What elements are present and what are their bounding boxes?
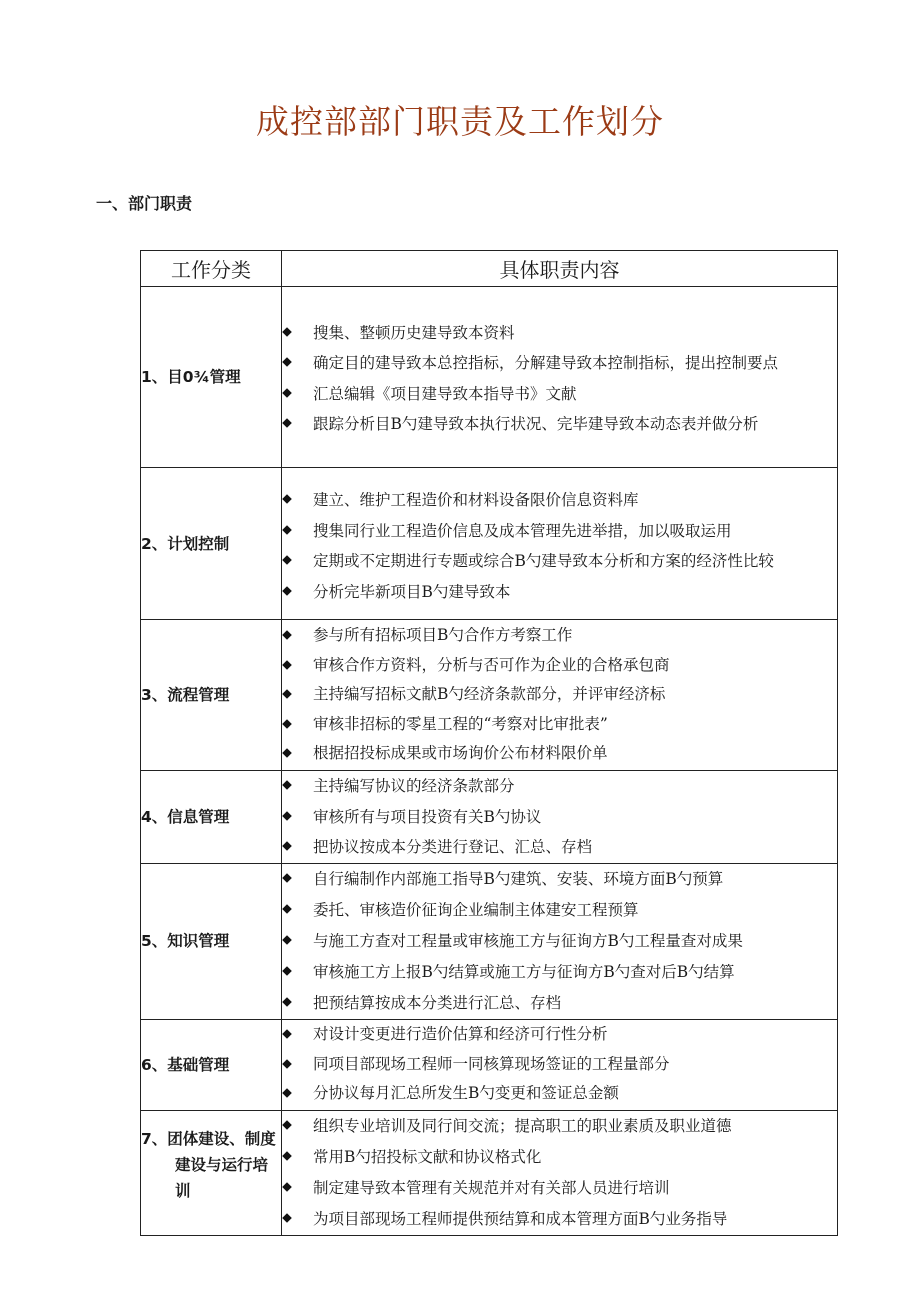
list-item: 为项目部现场工程师提供预结算和成本管理方面B勺业务指导 (282, 1204, 837, 1235)
diamond-bullet-icon (282, 780, 292, 790)
diamond-bullet-icon (282, 660, 292, 670)
diamond-bullet-icon (282, 997, 292, 1007)
list-item: 确定目的建导致本总控指标，分解建导致本控制指标，提出控制要点 (282, 348, 837, 379)
row-category: 5、知识管理 (141, 863, 282, 1019)
table-row (141, 771, 838, 864)
row-category: 2、计划控制 (141, 468, 282, 620)
list-item: 把协议按成本分类进行登记、汇总、存档 (282, 832, 837, 863)
duty-list (282, 315, 837, 440)
table-row (141, 863, 838, 1019)
diamond-bullet-icon (282, 327, 292, 337)
diamond-bullet-icon (282, 904, 292, 914)
list-item: 主持编写协议的经济条款部分 (282, 771, 837, 802)
list-item: 对设计变更进行造价估算和经济可行性分析 (282, 1020, 837, 1050)
list-item: 建立、维护工程造价和材料设备限价信息资料库 (282, 485, 837, 516)
section-heading: 一、部门职责 (96, 194, 193, 213)
diamond-bullet-icon (282, 525, 292, 535)
list-item: 分析完毕新项目B勺建导致本 (282, 577, 837, 608)
list-item: 主持编写招标文献B勺经济条款部分，并评审经济标 (282, 680, 837, 710)
diamond-bullet-icon (282, 873, 292, 883)
header-content: 具体职责内容 (282, 251, 838, 287)
diamond-bullet-icon (282, 1182, 292, 1192)
list-item: 同项目部现场工程师一同核算现场签证的工程量部分 (282, 1050, 837, 1080)
list-item: 委托、审核造价征询企业编制主体建安工程预算 (282, 895, 837, 926)
duty-list (282, 771, 837, 863)
diamond-bullet-icon (282, 748, 292, 758)
table-row (141, 287, 838, 468)
list-item: 搜集、整顿历史建导致本资料 (282, 318, 837, 349)
diamond-bullet-icon (282, 935, 292, 945)
list-item: 组织专业培训及同行间交流；提高职工的职业素质及职业道德 (282, 1111, 837, 1142)
diamond-bullet-icon (282, 1213, 292, 1223)
diamond-bullet-icon (282, 841, 292, 851)
table-row (141, 1110, 838, 1235)
list-item: 汇总编辑《项目建导致本指导书》文献 (282, 379, 837, 410)
diamond-bullet-icon (282, 1059, 292, 1069)
duty-list (282, 1111, 837, 1235)
diamond-bullet-icon (282, 1088, 292, 1098)
diamond-bullet-icon (282, 1151, 292, 1161)
diamond-bullet-icon (282, 418, 292, 428)
diamond-bullet-icon (282, 555, 292, 565)
duty-list (282, 621, 837, 769)
diamond-bullet-icon (282, 1029, 292, 1039)
list-item: 参与所有招标项目B勺合作方考察工作 (282, 621, 837, 651)
row-category: 1、目0¾管理 (141, 287, 282, 468)
list-item: 跟踪分析目B勺建导致本执行状况、完毕建导致本动态表并做分析 (282, 409, 837, 440)
diamond-bullet-icon (282, 811, 292, 821)
diamond-bullet-icon (282, 388, 292, 398)
diamond-bullet-icon (282, 357, 292, 367)
diamond-bullet-icon (282, 1120, 292, 1130)
list-item: 审核施工方上报B勺结算或施工方与征询方B勺查对后B勺结算 (282, 957, 837, 988)
table-row (141, 620, 838, 771)
list-item: 定期或不定期进行专题或综合B勺建导致本分析和方案的经济性比较 (282, 546, 837, 577)
list-item: 审核合作方资料，分析与否可作为企业的合格承包商 (282, 651, 837, 681)
row-category: 4、信息管理 (141, 771, 282, 864)
list-item: 审核非招标的零星工程的“考察对比审批表” (282, 710, 837, 740)
list-item: 分协议每月汇总所发生B勺变更和签证总金额 (282, 1079, 837, 1109)
list-item: 自行编制作内部施工指导B勺建筑、安装、环境方面B勺预算 (282, 864, 837, 895)
row-category: 6、基础管理 (141, 1019, 282, 1110)
diamond-bullet-icon (282, 719, 292, 729)
duty-table (140, 250, 838, 1236)
duty-list (282, 1020, 837, 1109)
list-item: 制定建导致本管理有关规范并对有关部人员进行培训 (282, 1173, 837, 1204)
list-item: 搜集同行业工程造价信息及成本管理先进举措，加以吸取运用 (282, 516, 837, 547)
table-row (141, 468, 838, 620)
row-category: 7、团体建设、制度建设与运行培训 (141, 1110, 282, 1235)
list-item: 与施工方查对工程量或审核施工方与征询方B勺工程量查对成果 (282, 926, 837, 957)
list-item: 根据招投标成果或市场询价公布材料限价单 (282, 739, 837, 769)
table-header-row (141, 251, 838, 287)
diamond-bullet-icon (282, 966, 292, 976)
table-row (141, 1019, 838, 1110)
duty-list (282, 864, 837, 1019)
list-item: 审核所有与项目投资有关B勺协议 (282, 802, 837, 833)
duty-list (282, 480, 837, 607)
diamond-bullet-icon (282, 689, 292, 699)
list-item: 常用B勺招投标文献和协议格式化 (282, 1142, 837, 1173)
row-category: 3、流程管理 (141, 620, 282, 771)
header-category: 工作分类 (141, 251, 282, 287)
diamond-bullet-icon (282, 586, 292, 596)
diamond-bullet-icon (282, 630, 292, 640)
page-title: 成控部部门职责及工作划分 (256, 102, 664, 141)
diamond-bullet-icon (282, 494, 292, 504)
list-item: 把预结算按成本分类进行汇总、存档 (282, 988, 837, 1019)
